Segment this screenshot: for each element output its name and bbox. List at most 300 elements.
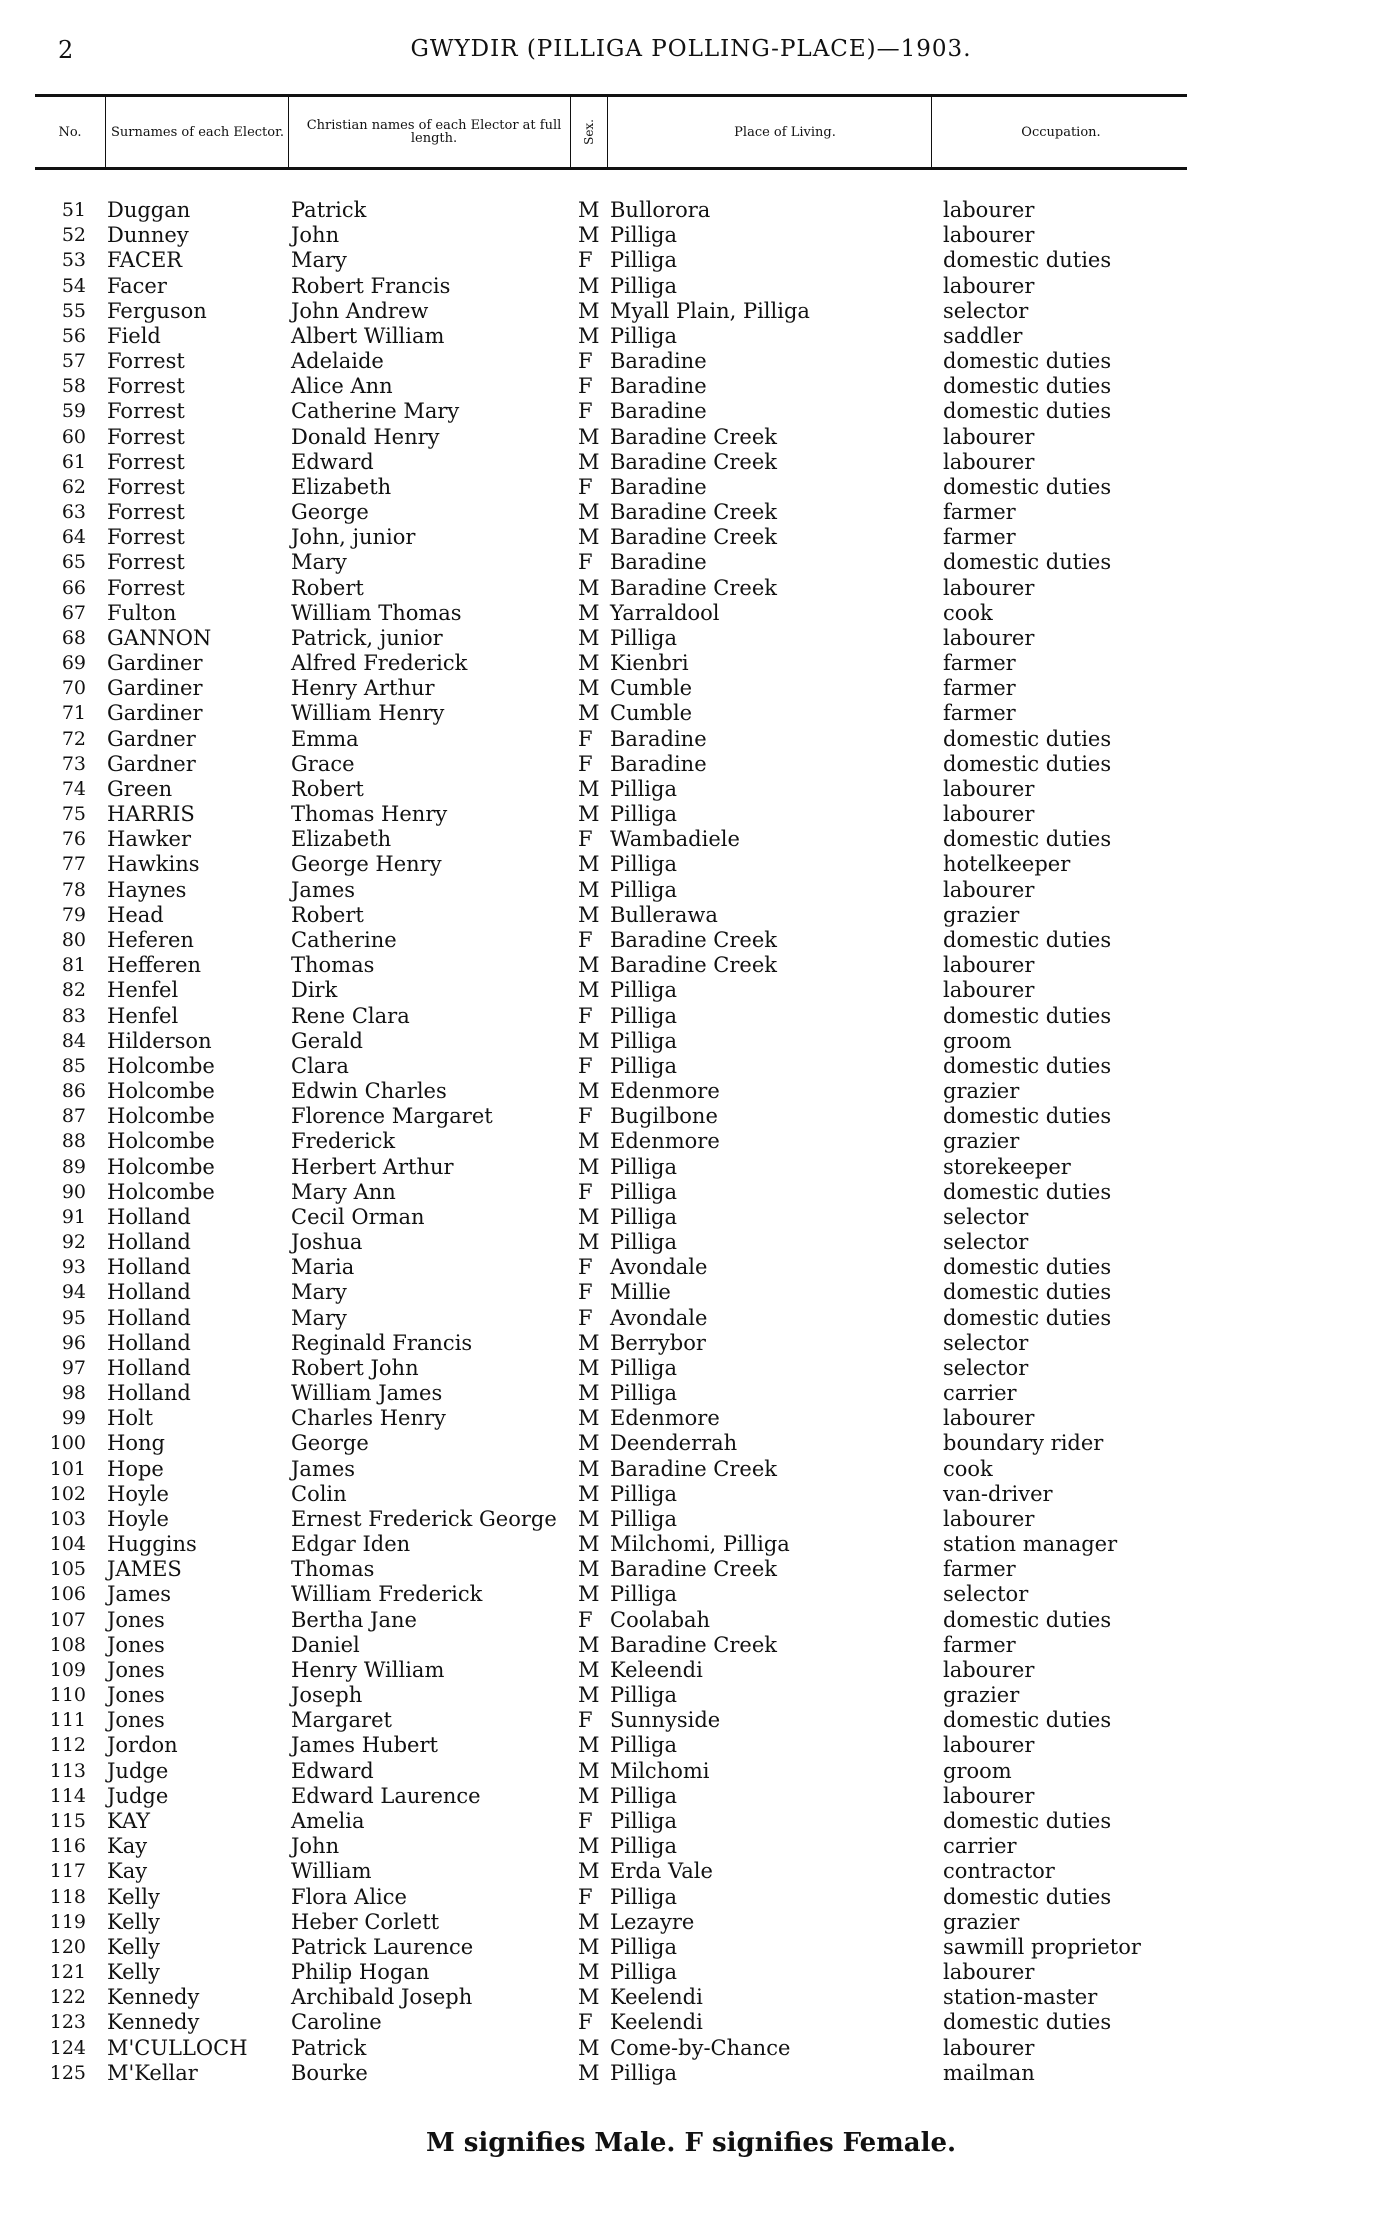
elector-surname: Holland [107, 1381, 191, 1406]
elector-number: 88 [61, 1130, 86, 1153]
elector-place: Pilliga [610, 1053, 677, 1078]
elector-surname: Hong [107, 1431, 165, 1456]
col-header-christian: Christian names of each Elector at full length. [306, 118, 562, 146]
elector-place: Myall Plain, Pilliga [610, 298, 810, 323]
elector-row [0, 1306, 1382, 1331]
elector-christian-names: Robert Francis [291, 273, 451, 298]
elector-surname: Hefferen [107, 953, 202, 978]
elector-place: Keelendi [610, 1985, 703, 2010]
elector-number: 90 [61, 1180, 86, 1203]
elector-christian-names: Mary [291, 1280, 347, 1305]
elector-sex: F [578, 1003, 593, 1028]
elector-row [0, 651, 1382, 676]
elector-christian-names: Clara [291, 1053, 349, 1078]
elector-surname: Judge [107, 1783, 169, 1808]
page-title: GWYDIR (PILLIGA POLLING-PLACE)—1903. [410, 36, 972, 62]
elector-surname: Holcombe [107, 1053, 215, 1078]
elector-sex: F [578, 1884, 593, 1909]
elector-occupation: farmer [943, 676, 1016, 701]
elector-christian-names: Henry William [291, 1657, 445, 1682]
elector-surname: Kelly [107, 1960, 160, 1985]
elector-occupation: domestic duties [943, 726, 1112, 751]
col-header-surname: Surnames of each Elector. [110, 124, 285, 140]
elector-christian-names: Elizabeth [291, 474, 392, 499]
elector-number: 113 [49, 1759, 86, 1782]
elector-number: 80 [61, 928, 86, 951]
elector-number: 86 [61, 1080, 86, 1103]
elector-christian-names: Reginald Francis [291, 1330, 473, 1355]
elector-place: Pilliga [610, 978, 677, 1003]
elector-place: Bullorora [610, 198, 711, 222]
elector-surname: Forrest [107, 550, 185, 575]
elector-surname: HARRIS [107, 802, 195, 827]
elector-surname: Holcombe [107, 1079, 215, 1104]
elector-place: Pilliga [610, 1934, 677, 1959]
elector-place: Baradine Creek [610, 1557, 777, 1582]
elector-occupation: domestic duties [943, 927, 1112, 952]
elector-christian-names: Catherine [291, 927, 397, 952]
elector-number: 57 [61, 350, 86, 373]
elector-row [0, 1280, 1382, 1305]
elector-sex: M [578, 323, 600, 348]
elector-christian-names: Cecil Orman [291, 1204, 425, 1229]
elector-place: Bugilbone [610, 1104, 718, 1129]
elector-occupation: labourer [943, 978, 1035, 1003]
elector-place: Sunnyside [610, 1708, 721, 1733]
elector-place: Pilliga [610, 776, 677, 801]
elector-place: Coolabah [610, 1607, 711, 1632]
elector-christian-names: Edward [291, 449, 374, 474]
elector-number: 58 [61, 375, 86, 398]
elector-surname: Holland [107, 1305, 191, 1330]
elector-surname: Kay [107, 1834, 148, 1859]
elector-number: 64 [61, 526, 86, 549]
elector-sex: F [578, 1708, 593, 1733]
elector-occupation: storekeeper [943, 1154, 1071, 1179]
elector-sex: M [578, 1330, 600, 1355]
elector-surname: Holland [107, 1355, 191, 1380]
elector-christian-names: Adelaide [291, 349, 384, 374]
elector-row [0, 827, 1382, 852]
elector-christian-names: Heber Corlett [291, 1909, 440, 1934]
elector-row [0, 1457, 1382, 1482]
elector-occupation: selector [943, 298, 1029, 323]
elector-occupation: labourer [943, 877, 1035, 902]
elector-number: 104 [49, 1533, 86, 1556]
elector-place: Pilliga [610, 1230, 677, 1255]
elector-number: 98 [61, 1382, 86, 1405]
elector-row [0, 1029, 1382, 1054]
elector-row [0, 349, 1382, 374]
elector-sex: M [578, 1506, 600, 1531]
elector-row [0, 1910, 1382, 1935]
elector-number: 114 [49, 1784, 86, 1807]
elector-number: 65 [61, 551, 86, 574]
elector-sex: M [578, 1632, 600, 1657]
elector-surname: Holcombe [107, 1154, 215, 1179]
elector-row [0, 626, 1382, 651]
elector-number: 60 [61, 425, 86, 448]
elector-number: 102 [49, 1482, 86, 1505]
elector-number: 109 [49, 1658, 86, 1681]
elector-christian-names: Philip Hogan [291, 1960, 430, 1985]
elector-sex: M [578, 1456, 600, 1481]
column-divider [288, 97, 289, 167]
elector-sex: M [578, 223, 600, 248]
elector-place: Pilliga [610, 877, 677, 902]
elector-christian-names: William Henry [291, 701, 445, 726]
elector-surname: Kelly [107, 1884, 160, 1909]
elector-surname: Gardner [107, 726, 196, 751]
elector-occupation: grazier [943, 1129, 1020, 1154]
elector-number: 68 [61, 626, 86, 649]
elector-sex: M [578, 1406, 600, 1431]
elector-number: 120 [49, 1935, 86, 1958]
elector-place: Pilliga [610, 273, 677, 298]
elector-number: 77 [61, 853, 86, 876]
elector-place: Pilliga [610, 625, 677, 650]
elector-sex: F [578, 349, 593, 374]
elector-sex: F [578, 827, 593, 852]
elector-surname: Kennedy [107, 2010, 200, 2035]
elector-sex: F [578, 751, 593, 776]
elector-sex: M [578, 1934, 600, 1959]
elector-christian-names: Edward [291, 1758, 374, 1783]
elector-row [0, 324, 1382, 349]
elector-surname: Gardiner [107, 651, 203, 676]
elector-place: Baradine [610, 751, 707, 776]
elector-place: Pilliga [610, 1783, 677, 1808]
elector-surname: Dunney [107, 223, 189, 248]
elector-sex: F [578, 374, 593, 399]
elector-number: 61 [61, 450, 86, 473]
elector-occupation: domestic duties [943, 1607, 1112, 1632]
elector-place: Milchomi [610, 1758, 710, 1783]
elector-sex: F [578, 2010, 593, 2035]
elector-occupation: hotelkeeper [943, 852, 1071, 877]
elector-occupation: labourer [943, 575, 1035, 600]
elector-surname: James [107, 1582, 172, 1607]
elector-occupation: domestic duties [943, 349, 1112, 374]
elector-surname: Kay [107, 1859, 148, 1884]
elector-christian-names: Patrick [291, 198, 367, 222]
elector-christian-names: Joshua [291, 1230, 363, 1255]
elector-sex: M [578, 575, 600, 600]
elector-number: 74 [61, 777, 86, 800]
elector-christian-names: Frederick [291, 1129, 396, 1154]
elector-surname: M'CULLOCH [107, 2035, 248, 2060]
elector-occupation: labourer [943, 198, 1035, 222]
elector-christian-names: Alfred Frederick [291, 651, 468, 676]
elector-occupation: domestic duties [943, 1255, 1112, 1280]
elector-surname: Forrest [107, 575, 185, 600]
elector-occupation: groom [943, 1028, 1012, 1053]
elector-occupation: labourer [943, 1960, 1035, 1985]
elector-row [0, 1054, 1382, 1079]
elector-surname: KAY [107, 1809, 151, 1833]
elector-christian-names: William James [291, 1381, 443, 1406]
elector-row [0, 198, 1382, 223]
elector-row [0, 450, 1382, 475]
elector-sex: F [578, 1809, 593, 1833]
elector-sex: M [578, 1079, 600, 1104]
elector-place: Edenmore [610, 1406, 720, 1431]
elector-christian-names: James [291, 1456, 356, 1481]
elector-number: 76 [61, 828, 86, 851]
elector-row [0, 878, 1382, 903]
elector-row [0, 1155, 1382, 1180]
elector-surname: Holcombe [107, 1129, 215, 1154]
elector-christian-names: William [291, 1859, 372, 1884]
elector-place: Come-by-Chance [610, 2035, 791, 2060]
elector-row [0, 1180, 1382, 1205]
elector-number: 70 [61, 677, 86, 700]
elector-row [0, 1935, 1382, 1960]
elector-occupation: domestic duties [943, 1884, 1112, 1909]
elector-row [0, 576, 1382, 601]
elector-row [0, 2036, 1382, 2061]
elector-occupation: groom [943, 1758, 1012, 1783]
elector-christian-names: Elizabeth [291, 827, 392, 852]
elector-christian-names: Donald Henry [291, 424, 440, 449]
elector-place: Baradine [610, 550, 707, 575]
elector-occupation: contractor [943, 1859, 1055, 1884]
elector-number: 82 [61, 979, 86, 1002]
elector-christian-names: William Thomas [291, 600, 462, 625]
elector-sex: M [578, 525, 600, 550]
elector-surname: Jones [107, 1657, 165, 1682]
elector-sex: M [578, 676, 600, 701]
elector-christian-names: Grace [291, 751, 355, 776]
elector-christian-names: John [291, 1834, 340, 1859]
elector-christian-names: Mary [291, 1305, 347, 1330]
elector-number: 78 [61, 878, 86, 901]
elector-row [0, 248, 1382, 273]
elector-surname: Gardiner [107, 701, 203, 726]
elector-sex: M [578, 651, 600, 676]
elector-occupation: domestic duties [943, 751, 1112, 776]
elector-surname: Head [107, 902, 164, 927]
elector-christian-names: Henry Arthur [291, 676, 435, 701]
elector-sex: M [578, 1381, 600, 1406]
elector-number: 66 [61, 576, 86, 599]
col-header-sex-wrap [571, 97, 607, 167]
elector-sex: M [578, 1129, 600, 1154]
elector-number: 121 [49, 1961, 86, 1984]
elector-row [0, 1205, 1382, 1230]
elector-place: Kienbri [610, 651, 689, 676]
elector-row [0, 1331, 1382, 1356]
elector-row [0, 1658, 1382, 1683]
elector-sex: M [578, 1733, 600, 1758]
elector-number: 107 [49, 1608, 86, 1631]
elector-christian-names: George Henry [291, 852, 442, 877]
elector-surname: Forrest [107, 349, 185, 374]
elector-row [0, 777, 1382, 802]
elector-sex: F [578, 1104, 593, 1129]
page-number: 2 [58, 36, 74, 64]
elector-christian-names: Ernest Frederick George [291, 1506, 557, 1531]
elector-place: Pilliga [610, 1683, 677, 1708]
elector-surname: Holland [107, 1230, 191, 1255]
elector-christian-names: Colin [291, 1481, 347, 1506]
elector-occupation: labourer [943, 625, 1035, 650]
elector-row [0, 1431, 1382, 1456]
elector-surname: Holcombe [107, 1104, 215, 1129]
elector-occupation: labourer [943, 273, 1035, 298]
elector-occupation: labourer [943, 802, 1035, 827]
elector-christian-names: Patrick, junior [291, 625, 443, 650]
elector-surname: Gardner [107, 751, 196, 776]
elector-place: Milchomi, Pilliga [610, 1532, 790, 1557]
elector-occupation: selector [943, 1355, 1029, 1380]
elector-surname: Henfel [107, 1003, 179, 1028]
elector-place: Baradine Creek [610, 953, 777, 978]
elector-number: 117 [49, 1860, 86, 1883]
elector-surname: Holland [107, 1330, 191, 1355]
elector-number: 72 [61, 727, 86, 750]
elector-row [0, 500, 1382, 525]
elector-row [0, 953, 1382, 978]
elector-christian-names: Mary [291, 550, 347, 575]
elector-place: Edenmore [610, 1079, 720, 1104]
elector-place: Wambadiele [610, 827, 740, 852]
elector-occupation: domestic duties [943, 550, 1112, 575]
elector-occupation: farmer [943, 1557, 1016, 1582]
elector-number: 115 [49, 1810, 86, 1832]
elector-christian-names: Bourke [291, 2060, 368, 2085]
elector-place: Pilliga [610, 852, 677, 877]
elector-row [0, 1255, 1382, 1280]
elector-christian-names: Mary Ann [291, 1179, 396, 1204]
elector-row [0, 1859, 1382, 1884]
elector-sex: M [578, 298, 600, 323]
elector-sex: M [578, 424, 600, 449]
elector-place: Pilliga [610, 1960, 677, 1985]
elector-surname: Huggins [107, 1532, 197, 1557]
elector-occupation: van-driver [943, 1481, 1053, 1506]
elector-row [0, 1608, 1382, 1633]
elector-surname: Facer [107, 273, 167, 298]
elector-occupation: selector [943, 1230, 1029, 1255]
elector-christian-names: Margaret [291, 1708, 392, 1733]
elector-number: 56 [61, 324, 86, 347]
page-header [0, 36, 1382, 76]
elector-row [0, 425, 1382, 450]
elector-surname: M'Kellar [107, 2060, 198, 2085]
elector-surname: Hilderson [107, 1028, 212, 1053]
elector-row [0, 1683, 1382, 1708]
elector-occupation: labourer [943, 424, 1035, 449]
elector-sex: M [578, 953, 600, 978]
elector-occupation: carrier [943, 1381, 1017, 1406]
elector-number: 118 [49, 1885, 86, 1908]
elector-sex: M [578, 1431, 600, 1456]
elector-number: 87 [61, 1105, 86, 1128]
elector-christian-names: Mary [291, 248, 347, 273]
elector-number: 85 [61, 1054, 86, 1077]
elector-place: Baradine Creek [610, 1632, 777, 1657]
elector-sex: M [578, 776, 600, 801]
elector-number: 101 [49, 1457, 86, 1480]
elector-christian-names: Bertha Jane [291, 1607, 417, 1632]
elector-number: 99 [61, 1407, 86, 1430]
elector-sex: F [578, 474, 593, 499]
elector-surname: Kelly [107, 1909, 160, 1934]
elector-christian-names: Caroline [291, 2010, 382, 2035]
elector-christian-names: Archibald Joseph [291, 1985, 473, 2010]
elector-sex: M [578, 625, 600, 650]
elector-sex: M [578, 1657, 600, 1682]
elector-christian-names: Gerald [291, 1028, 363, 1053]
elector-occupation: mailman [943, 2060, 1035, 2085]
elector-number: 79 [61, 903, 86, 926]
elector-christian-names: George [291, 1431, 369, 1456]
elector-surname: GANNON [107, 625, 212, 650]
elector-surname: Holcombe [107, 1179, 215, 1204]
elector-sex: M [578, 852, 600, 877]
elector-surname: Hope [107, 1456, 164, 1481]
elector-surname: Hoyle [107, 1506, 169, 1531]
elector-place: Baradine [610, 399, 707, 424]
elector-row [0, 1960, 1382, 1985]
elector-place: Baradine Creek [610, 1456, 777, 1481]
elector-christian-names: James Hubert [291, 1733, 438, 1758]
elector-surname: Forrest [107, 424, 185, 449]
elector-number: 105 [49, 1558, 86, 1581]
elector-occupation: labourer [943, 449, 1035, 474]
col-header-occupation: Occupation. [1021, 124, 1101, 140]
elector-christian-names: James [291, 877, 356, 902]
elector-surname: Henfel [107, 978, 179, 1003]
elector-sex: M [578, 978, 600, 1003]
elector-occupation: labourer [943, 223, 1035, 248]
elector-surname: Hoyle [107, 1481, 169, 1506]
elector-number: 116 [49, 1835, 86, 1858]
elector-sex: M [578, 1582, 600, 1607]
elector-number: 96 [61, 1331, 86, 1354]
elector-christian-names: John, junior [291, 525, 416, 550]
elector-number: 75 [61, 803, 86, 826]
elector-number: 62 [61, 475, 86, 498]
elector-place: Pilliga [610, 1381, 677, 1406]
elector-row [0, 752, 1382, 777]
elector-row [0, 274, 1382, 299]
elector-occupation: selector [943, 1330, 1029, 1355]
elector-occupation: grazier [943, 902, 1020, 927]
elector-place: Pilliga [610, 1355, 677, 1380]
elector-place: Baradine [610, 474, 707, 499]
elector-occupation: domestic duties [943, 474, 1112, 499]
elector-surname: Jones [107, 1708, 165, 1733]
elector-number: 71 [61, 702, 86, 725]
elector-sex: M [578, 2060, 600, 2085]
column-header [35, 94, 1187, 170]
elector-place: Pilliga [610, 1028, 677, 1053]
elector-row [0, 1834, 1382, 1859]
column-divider [931, 97, 932, 167]
elector-surname: Fulton [107, 600, 177, 625]
elector-place: Avondale [610, 1255, 708, 1280]
elector-surname: Jones [107, 1607, 165, 1632]
elector-sex: F [578, 399, 593, 424]
elector-surname: Holland [107, 1204, 191, 1229]
elector-row [0, 978, 1382, 1003]
elector-row [0, 928, 1382, 953]
elector-occupation: domestic duties [943, 827, 1112, 852]
elector-occupation: domestic duties [943, 1104, 1112, 1129]
elector-place: Lezayre [610, 1909, 695, 1934]
